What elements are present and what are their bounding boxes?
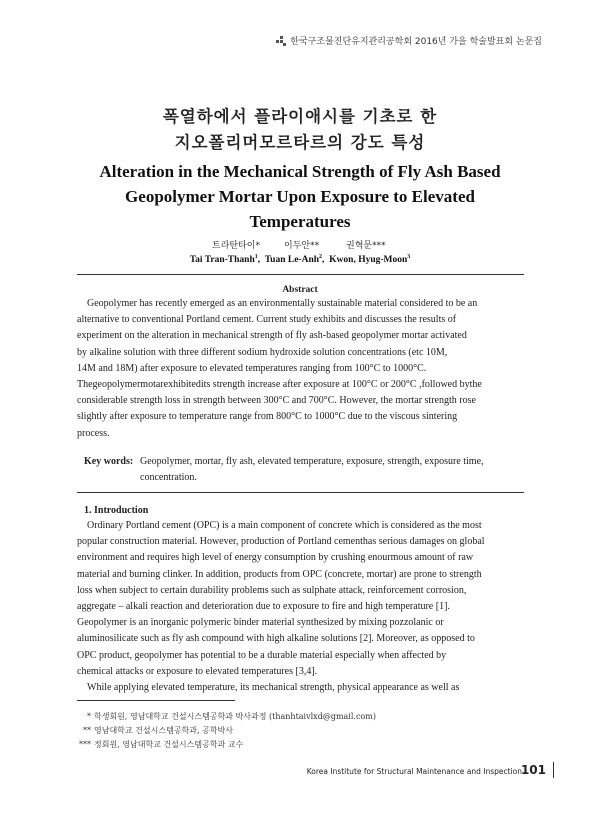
author-en-2: Tuan Le-Anh [264, 255, 320, 266]
footnote-text: 정회원, 영남대학교 건설시스템공학과 교수 [94, 740, 244, 749]
footnote-1 [77, 711, 376, 722]
footer-institute: Korea Institute for Structural Maintenance and Inspection [306, 767, 522, 776]
footnote-rule [77, 700, 235, 701]
abstract-line: Thegeopolymermotarexhibitedits strength increase after exposure at 100°C or 200°C ,followed bythe [77, 379, 482, 391]
section-heading-introduction: 1. Introduction [84, 505, 149, 516]
keywords-text [140, 454, 524, 486]
author-kr-1: 트라탄타이* [212, 241, 260, 251]
intro-line: chemical attacks or exposure to elevated temperatures [3,4]. [77, 665, 318, 677]
intro-line: OPC product, geopolymer has potential to be a durable material especially when affected by [77, 649, 447, 661]
author-kr-2: 이두안** [284, 241, 320, 251]
intro-line: Geopolymer is an inorganic polymeric binder material synthesized by mixing pozzolanic or [77, 617, 444, 629]
footnote-text: 학생회원, 영남대학교 건설시스템공학과 박사과정 (thanhtaivlxd@gmail.com) [94, 712, 376, 721]
page-number: 101 [520, 763, 546, 777]
keywords-line: concentration. [140, 472, 197, 483]
abstract-top-rule [77, 274, 524, 275]
author-en-sep-1: , [257, 255, 265, 266]
footnote-mark: ** [83, 726, 91, 735]
author-en-3-affil: 3 [407, 254, 411, 260]
intro-line: popular construction material. However, production of Portland cementhas serious damages on global [77, 536, 485, 548]
abstract-line: experiment on the alteration in mechanical strength of fly ash-based geopolymer mortar activated [77, 330, 467, 342]
abstract-line: slightly after exposure to temperature range from 800°C to 1000°C due to the viscous sintering [77, 411, 458, 423]
authors-english [0, 254, 600, 265]
keywords-label: Key words: [84, 456, 134, 467]
intro-line: material and burning clinker. In addition, products from OPC (concrete, mortar) are prone to strength [77, 568, 482, 580]
author-kr-3: 권혁문*** [346, 241, 386, 251]
introduction-body [77, 518, 524, 696]
abstract-line: alternative to conventional Portland cement. Current study exhibits and discusses the results of [77, 314, 457, 326]
title-korean-line2: 지오폴리머모르타르의 강도 특성 [174, 133, 426, 152]
author-en-3: Kwon, Hyug-Moon [329, 255, 408, 266]
footnote-3 [77, 739, 243, 750]
abstract-line: Geopolymer has recently emerged as an environmentally sustainable material considered to be an [87, 298, 478, 309]
intro-line: aggregate – alkali reaction and deterioration due to exposure to fire and high temperature [1]. [77, 601, 450, 613]
intro-line: aluminosilicate such as fly ash compound with high alkaline solutions [2]. Moreover, as opposed to [77, 633, 475, 645]
title-korean-line1: 폭열하에서 플라이애시를 기초로 한 [162, 107, 438, 126]
intro-line: environment and requires high level of energy consumption by crushing enourmous amount of raw [77, 552, 474, 564]
footnote-2 [77, 725, 233, 736]
author-en-1-affil: 1 [254, 254, 258, 260]
abstract-line: 14M and 18M) after exposure to elevated temperatures ranging from 100°C to 1000°C. [77, 362, 427, 374]
intro-line: Ordinary Portland cement (OPC) is a main component of concrete which is considered as the most [87, 520, 482, 531]
keywords-line: Geopolymer, mortar, fly ash, elevated temperature, exposure, strength, exposure time, [140, 456, 484, 467]
footer-divider [553, 762, 554, 778]
footnote-text: 영남대학교 건설시스템공학과, 공학박사 [94, 726, 234, 735]
author-en-sep-2: , [322, 255, 330, 266]
header-squares-icon [276, 36, 286, 46]
footnote-mark: * [87, 712, 91, 721]
author-en-1: Tai Tran-Thanh [189, 255, 255, 266]
header-text: 한국구조물진단유지관리공학회 2016년 가을 학술발표회 논문집 [290, 37, 542, 47]
abstract-line: considerable strength loss in strength between 300°C and 700°C. However, the mortar strength rose [77, 395, 476, 407]
title-english-line3: Temperatures [249, 212, 351, 231]
abstract-heading: Abstract [282, 285, 318, 295]
keywords [84, 454, 524, 486]
introduction-top-rule [77, 492, 524, 493]
intro-line: loss when subject to certain durability problems such as sulphate attack, reinforcement corrosion, [77, 584, 467, 596]
abstract-line: by alkaline solution with three different sodium hydroxide solution concentrations (etc 10M, [77, 346, 448, 358]
running-header [276, 34, 542, 47]
title-english-line2: Geopolymer Mortar Upon Exposure to Elevated [125, 187, 475, 206]
abstract-line: process. [77, 427, 110, 439]
author-en-2-affil: 2 [319, 254, 323, 260]
intro-line: While applying elevated temperature, its mechanical strength, physical appearance as well as [87, 682, 460, 694]
abstract-body [77, 296, 524, 442]
footnote-mark: *** [79, 740, 91, 749]
title-english-line1: Alteration in the Mechanical Strength of Fly Ash Based [99, 162, 501, 181]
